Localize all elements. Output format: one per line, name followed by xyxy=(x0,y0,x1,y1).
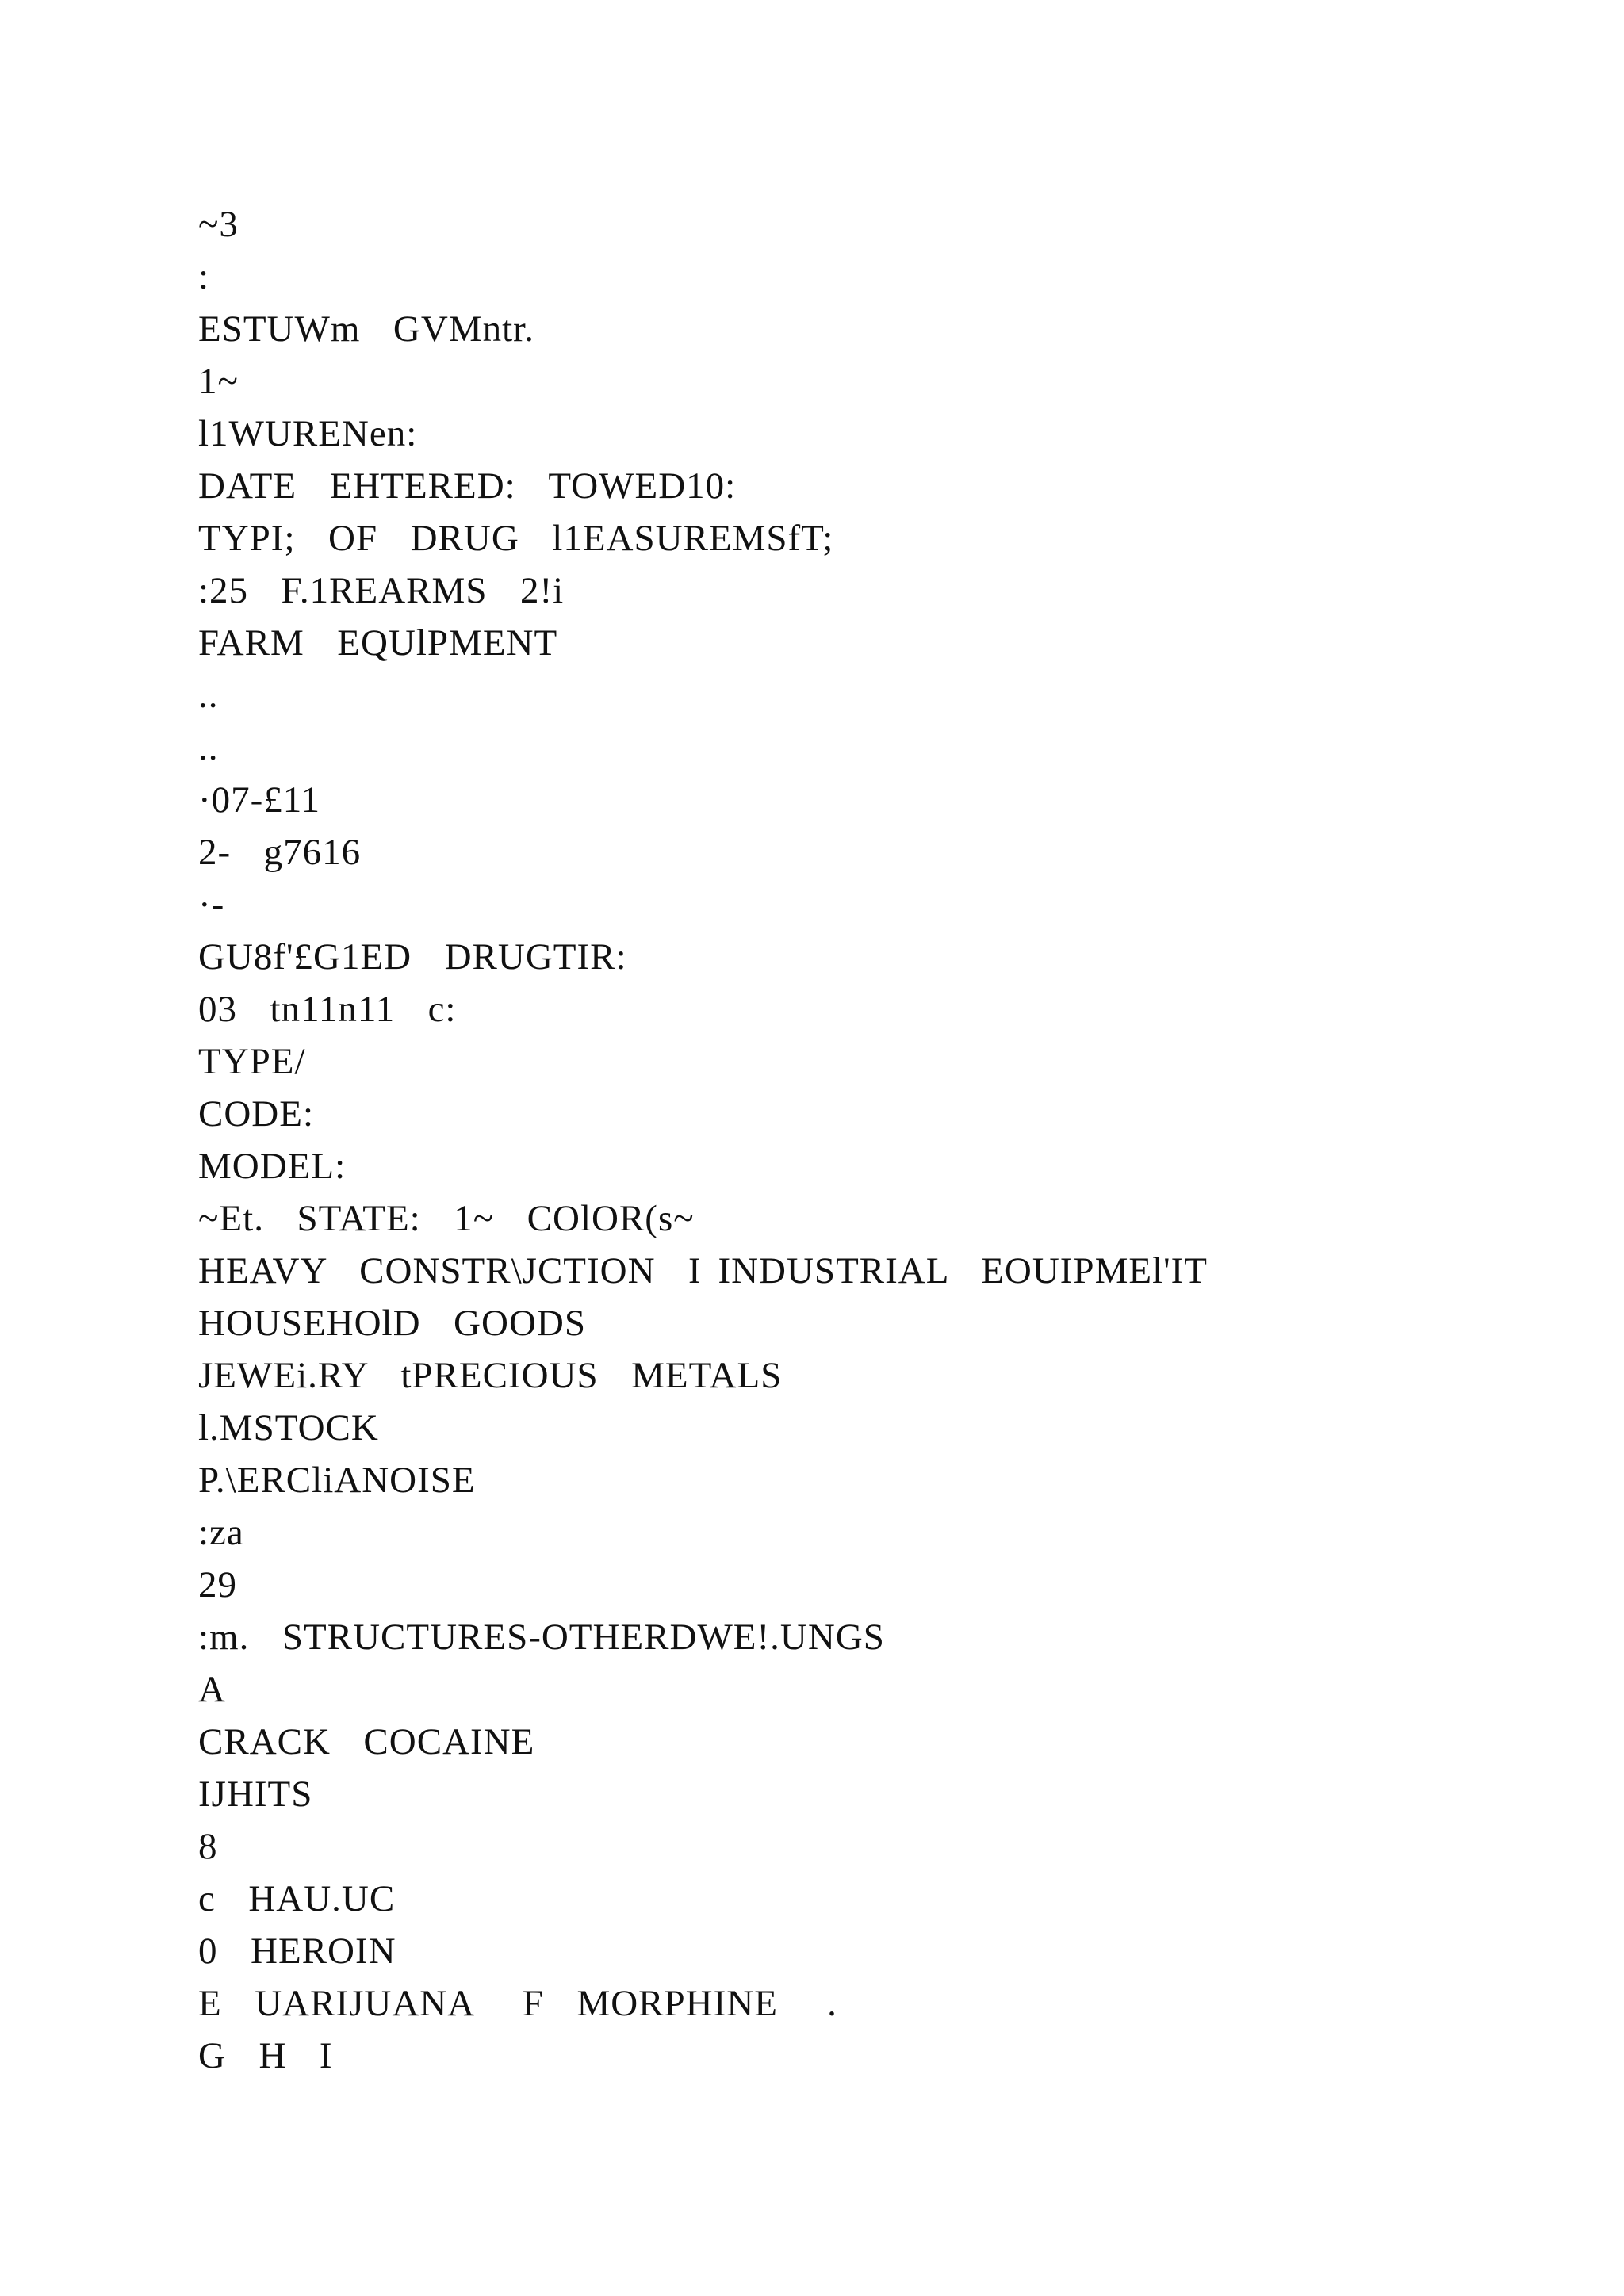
text-line: .. xyxy=(198,727,219,768)
text-line: :m. STRUCTURES-OTHERDWE!.UNGS xyxy=(198,1617,885,1658)
text-line: ESTUWm GVMntr. xyxy=(198,308,534,350)
text-line: l1WURENen: xyxy=(198,413,418,454)
text-line: 2- g7616 xyxy=(198,832,362,873)
text-line: ~Et. STATE: 1~ COlOR(s~ xyxy=(198,1198,695,1239)
text-line: HEAVY CONSTR\JCTION I INDUSTRIAL EOUIPMEl'IT xyxy=(198,1250,1208,1292)
text-line: 1~ xyxy=(198,361,239,402)
text-line: HOUSEHOlD GOODS xyxy=(198,1303,586,1344)
text-line: P.\ERCliANOISE xyxy=(198,1460,476,1501)
text-line: CRACK COCAINE xyxy=(198,1721,535,1762)
text-line: CODE: xyxy=(198,1093,314,1135)
text-line: :25 F.1REARMS 2!i xyxy=(198,570,565,611)
text-line: MODEL: xyxy=(198,1146,347,1187)
text-line: 03 tn11n11 c: xyxy=(198,989,457,1030)
text-line: 0 HEROIN xyxy=(198,1931,396,1972)
text-line: A xyxy=(198,1669,226,1710)
text-line: : xyxy=(198,256,210,297)
ocr-text-block xyxy=(198,198,1208,2082)
text-line: G H I xyxy=(198,2035,333,2076)
text-line: 8 xyxy=(198,1826,218,1867)
text-line: FARM EQUlPMENT xyxy=(198,622,558,664)
text-line: GU8f'£G1ED DRUGTIR: xyxy=(198,936,627,978)
text-line: c HAU.UC xyxy=(198,1878,396,1919)
text-line: ·- xyxy=(198,884,225,925)
text-line: DATE EHTERED: TOWED10: xyxy=(198,465,737,507)
text-line: E UARIJUANA F MORPHINE . xyxy=(198,1983,837,2024)
text-line: TYPI; OF DRUG l1EASUREMSfT; xyxy=(198,518,834,559)
text-line: ·07-£11 xyxy=(198,779,321,821)
text-line: TYPE/ xyxy=(198,1041,306,1082)
text-line: JEWEi.RY tPRECIOUS METALS xyxy=(198,1355,783,1396)
text-line: 29 xyxy=(198,1564,237,1605)
text-line: IJHITS xyxy=(198,1774,313,1815)
text-line: ~3 xyxy=(198,204,239,245)
text-line: :za xyxy=(198,1512,244,1553)
text-line: l.MSTOCK xyxy=(198,1407,379,1448)
text-line: .. xyxy=(198,675,219,716)
